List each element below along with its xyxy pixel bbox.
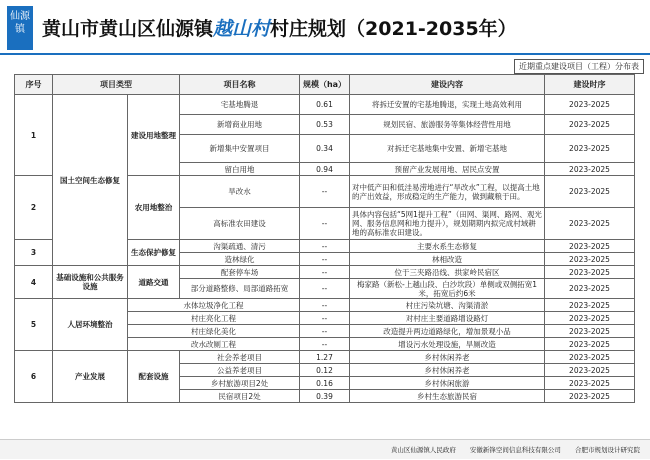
project-scale: 0.39 — [300, 390, 350, 403]
project-content: 主要水系生态修复 — [350, 240, 545, 253]
project-scale: 0.53 — [300, 115, 350, 135]
header — [0, 0, 650, 54]
header-type: 项目类型 — [53, 75, 180, 95]
group-main-type: 人居环境整治 — [53, 299, 128, 351]
project-content: 村庄污染坑塘、沟渠清淤 — [350, 299, 545, 312]
project-name: 新增商业用地 — [180, 115, 300, 135]
group-sub-type: 配套设施 — [128, 351, 180, 403]
project-content: 规划民宿、旅游服务等集体经营性用地 — [350, 115, 545, 135]
project-timing: 2023-2025 — [545, 240, 635, 253]
project-scale: -- — [300, 312, 350, 325]
group-number: 5 — [15, 299, 53, 351]
footer-org-government: 黄山区仙源镇人民政府 — [390, 446, 456, 454]
project-name: 改水改厕工程 — [128, 338, 300, 351]
project-timing: 2023-2025 — [545, 163, 635, 176]
group-number: 2 — [15, 176, 53, 240]
title-prefix: 黄山市黄山区仙源镇 — [42, 18, 214, 40]
project-content: 对村庄主要道路增设路灯 — [350, 312, 545, 325]
project-timing: 2023-2025 — [545, 253, 635, 266]
footer-org-institute: 合肥市规划设计研究院 — [575, 446, 640, 454]
project-content: 对拆迁宅基地集中安置、新增宅基地 — [350, 135, 545, 163]
project-name: 公益养老项目 — [180, 364, 300, 377]
project-scale: -- — [300, 299, 350, 312]
project-content: 位于三夹路沿线、拱家岭民宿区 — [350, 266, 545, 279]
project-timing: 2023-2025 — [545, 351, 635, 364]
project-timing: 2023-2025 — [545, 338, 635, 351]
project-timing: 2023-2025 — [545, 312, 635, 325]
header-scale: 规模（ha） — [300, 75, 350, 95]
project-scale: -- — [300, 266, 350, 279]
project-scale: 0.61 — [300, 95, 350, 115]
title-village: 越山村 — [213, 18, 271, 40]
project-content: 增设污水处理设施，旱厕改造 — [350, 338, 545, 351]
project-timing: 2023-2025 — [545, 135, 635, 163]
project-scale: 0.12 — [300, 364, 350, 377]
project-name: 宅基地腾退 — [180, 95, 300, 115]
footer — [0, 439, 650, 459]
project-content: 预留产业发展用地、居民点安置 — [350, 163, 545, 176]
group-main-type: 国土空间生态修复 — [53, 95, 128, 266]
group-sub-type: 道路交通 — [128, 266, 180, 299]
table-row — [15, 266, 635, 279]
title-suffix: 村庄规划（2021-2035年） — [270, 18, 517, 40]
project-scale: 0.16 — [300, 377, 350, 390]
table-row — [15, 95, 635, 115]
project-content: 梅家路（新松-上越山段、白沙坎段）单侧或双侧拓宽1米，拓宽后约6米 — [350, 279, 545, 299]
table-caption: 近期重点建设项目（工程）分布表 — [514, 59, 644, 74]
project-name: 旱改水 — [180, 176, 300, 208]
header-timing: 建设时序 — [545, 75, 635, 95]
project-content: 林相改造 — [350, 253, 545, 266]
project-scale: -- — [300, 208, 350, 240]
project-name: 高标准农田建设 — [180, 208, 300, 240]
project-name: 村庄绿化美化 — [128, 325, 300, 338]
project-content: 对中低产田和低洼易涝地进行“旱改水”工程，以提高土地的产出效益，形成稳定的生产能力，做到藏粮于田。 — [350, 176, 545, 208]
project-name: 乡村旅游项目2处 — [180, 377, 300, 390]
group-sub-type: 生态保护修复 — [128, 240, 180, 266]
group-sub-type: 农用地整治 — [128, 176, 180, 240]
project-scale: -- — [300, 176, 350, 208]
project-name: 水体垃圾净化工程 — [128, 299, 300, 312]
group-sub-type: 建设用地整理 — [128, 95, 180, 176]
project-content: 乡村休闲养老 — [350, 364, 545, 377]
project-name: 部分道路整修、局部道路拓宽 — [180, 279, 300, 299]
town-badge: 仙源镇 — [7, 6, 33, 50]
project-timing: 2023-2025 — [545, 266, 635, 279]
project-name: 新增集中安置项目 — [180, 135, 300, 163]
project-timing: 2023-2025 — [545, 115, 635, 135]
group-number: 1 — [15, 95, 53, 176]
project-content: 乡村休闲旅游 — [350, 377, 545, 390]
project-scale: -- — [300, 279, 350, 299]
project-name: 村庄亮化工程 — [128, 312, 300, 325]
table-row — [15, 351, 635, 364]
project-name: 配套停车场 — [180, 266, 300, 279]
project-content: 改造提升两边道路绿化，增加景观小品 — [350, 325, 545, 338]
project-scale: -- — [300, 253, 350, 266]
group-main-type: 产业发展 — [53, 351, 128, 403]
header-no: 序号 — [15, 75, 53, 95]
project-timing: 2023-2025 — [545, 208, 635, 240]
project-timing: 2023-2025 — [545, 176, 635, 208]
project-scale: -- — [300, 325, 350, 338]
header-divider — [0, 53, 650, 55]
project-name: 民宿项目2处 — [180, 390, 300, 403]
project-name: 留白用地 — [180, 163, 300, 176]
project-table — [14, 74, 635, 403]
project-scale: 0.34 — [300, 135, 350, 163]
project-timing: 2023-2025 — [545, 364, 635, 377]
project-name: 造林绿化 — [180, 253, 300, 266]
group-number: 3 — [15, 240, 53, 266]
project-name: 社会养老项目 — [180, 351, 300, 364]
group-number: 6 — [15, 351, 53, 403]
group-main-type: 基础设施和公共服务设施 — [53, 266, 128, 299]
project-scale: -- — [300, 338, 350, 351]
project-timing: 2023-2025 — [545, 95, 635, 115]
project-scale: 0.94 — [300, 163, 350, 176]
page-title — [42, 14, 517, 41]
project-name: 沟渠疏通、清污 — [180, 240, 300, 253]
project-timing: 2023-2025 — [545, 325, 635, 338]
project-timing: 2023-2025 — [545, 390, 635, 403]
project-content: 将拆迁安置的宅基地腾退，实现土地高效利用 — [350, 95, 545, 115]
table-header-row — [15, 75, 635, 95]
project-scale: 1.27 — [300, 351, 350, 364]
project-content: 乡村休闲养老 — [350, 351, 545, 364]
header-content: 建设内容 — [350, 75, 545, 95]
group-number: 4 — [15, 266, 53, 299]
project-content: 乡村生态旅游民宿 — [350, 390, 545, 403]
project-timing: 2023-2025 — [545, 279, 635, 299]
table-row — [15, 299, 635, 312]
header-name: 项目名称 — [180, 75, 300, 95]
project-timing: 2023-2025 — [545, 377, 635, 390]
project-scale: -- — [300, 240, 350, 253]
project-timing: 2023-2025 — [545, 299, 635, 312]
project-content: 具体内容包括“5网1提升工程”（田网、渠网、路网、观光网、服务信息网和地力提升），规划期期内拟完成村域耕地的高标准农田建设。 — [350, 208, 545, 240]
footer-org-company: 安徽新锋空间信息科技有限公司 — [469, 446, 561, 454]
